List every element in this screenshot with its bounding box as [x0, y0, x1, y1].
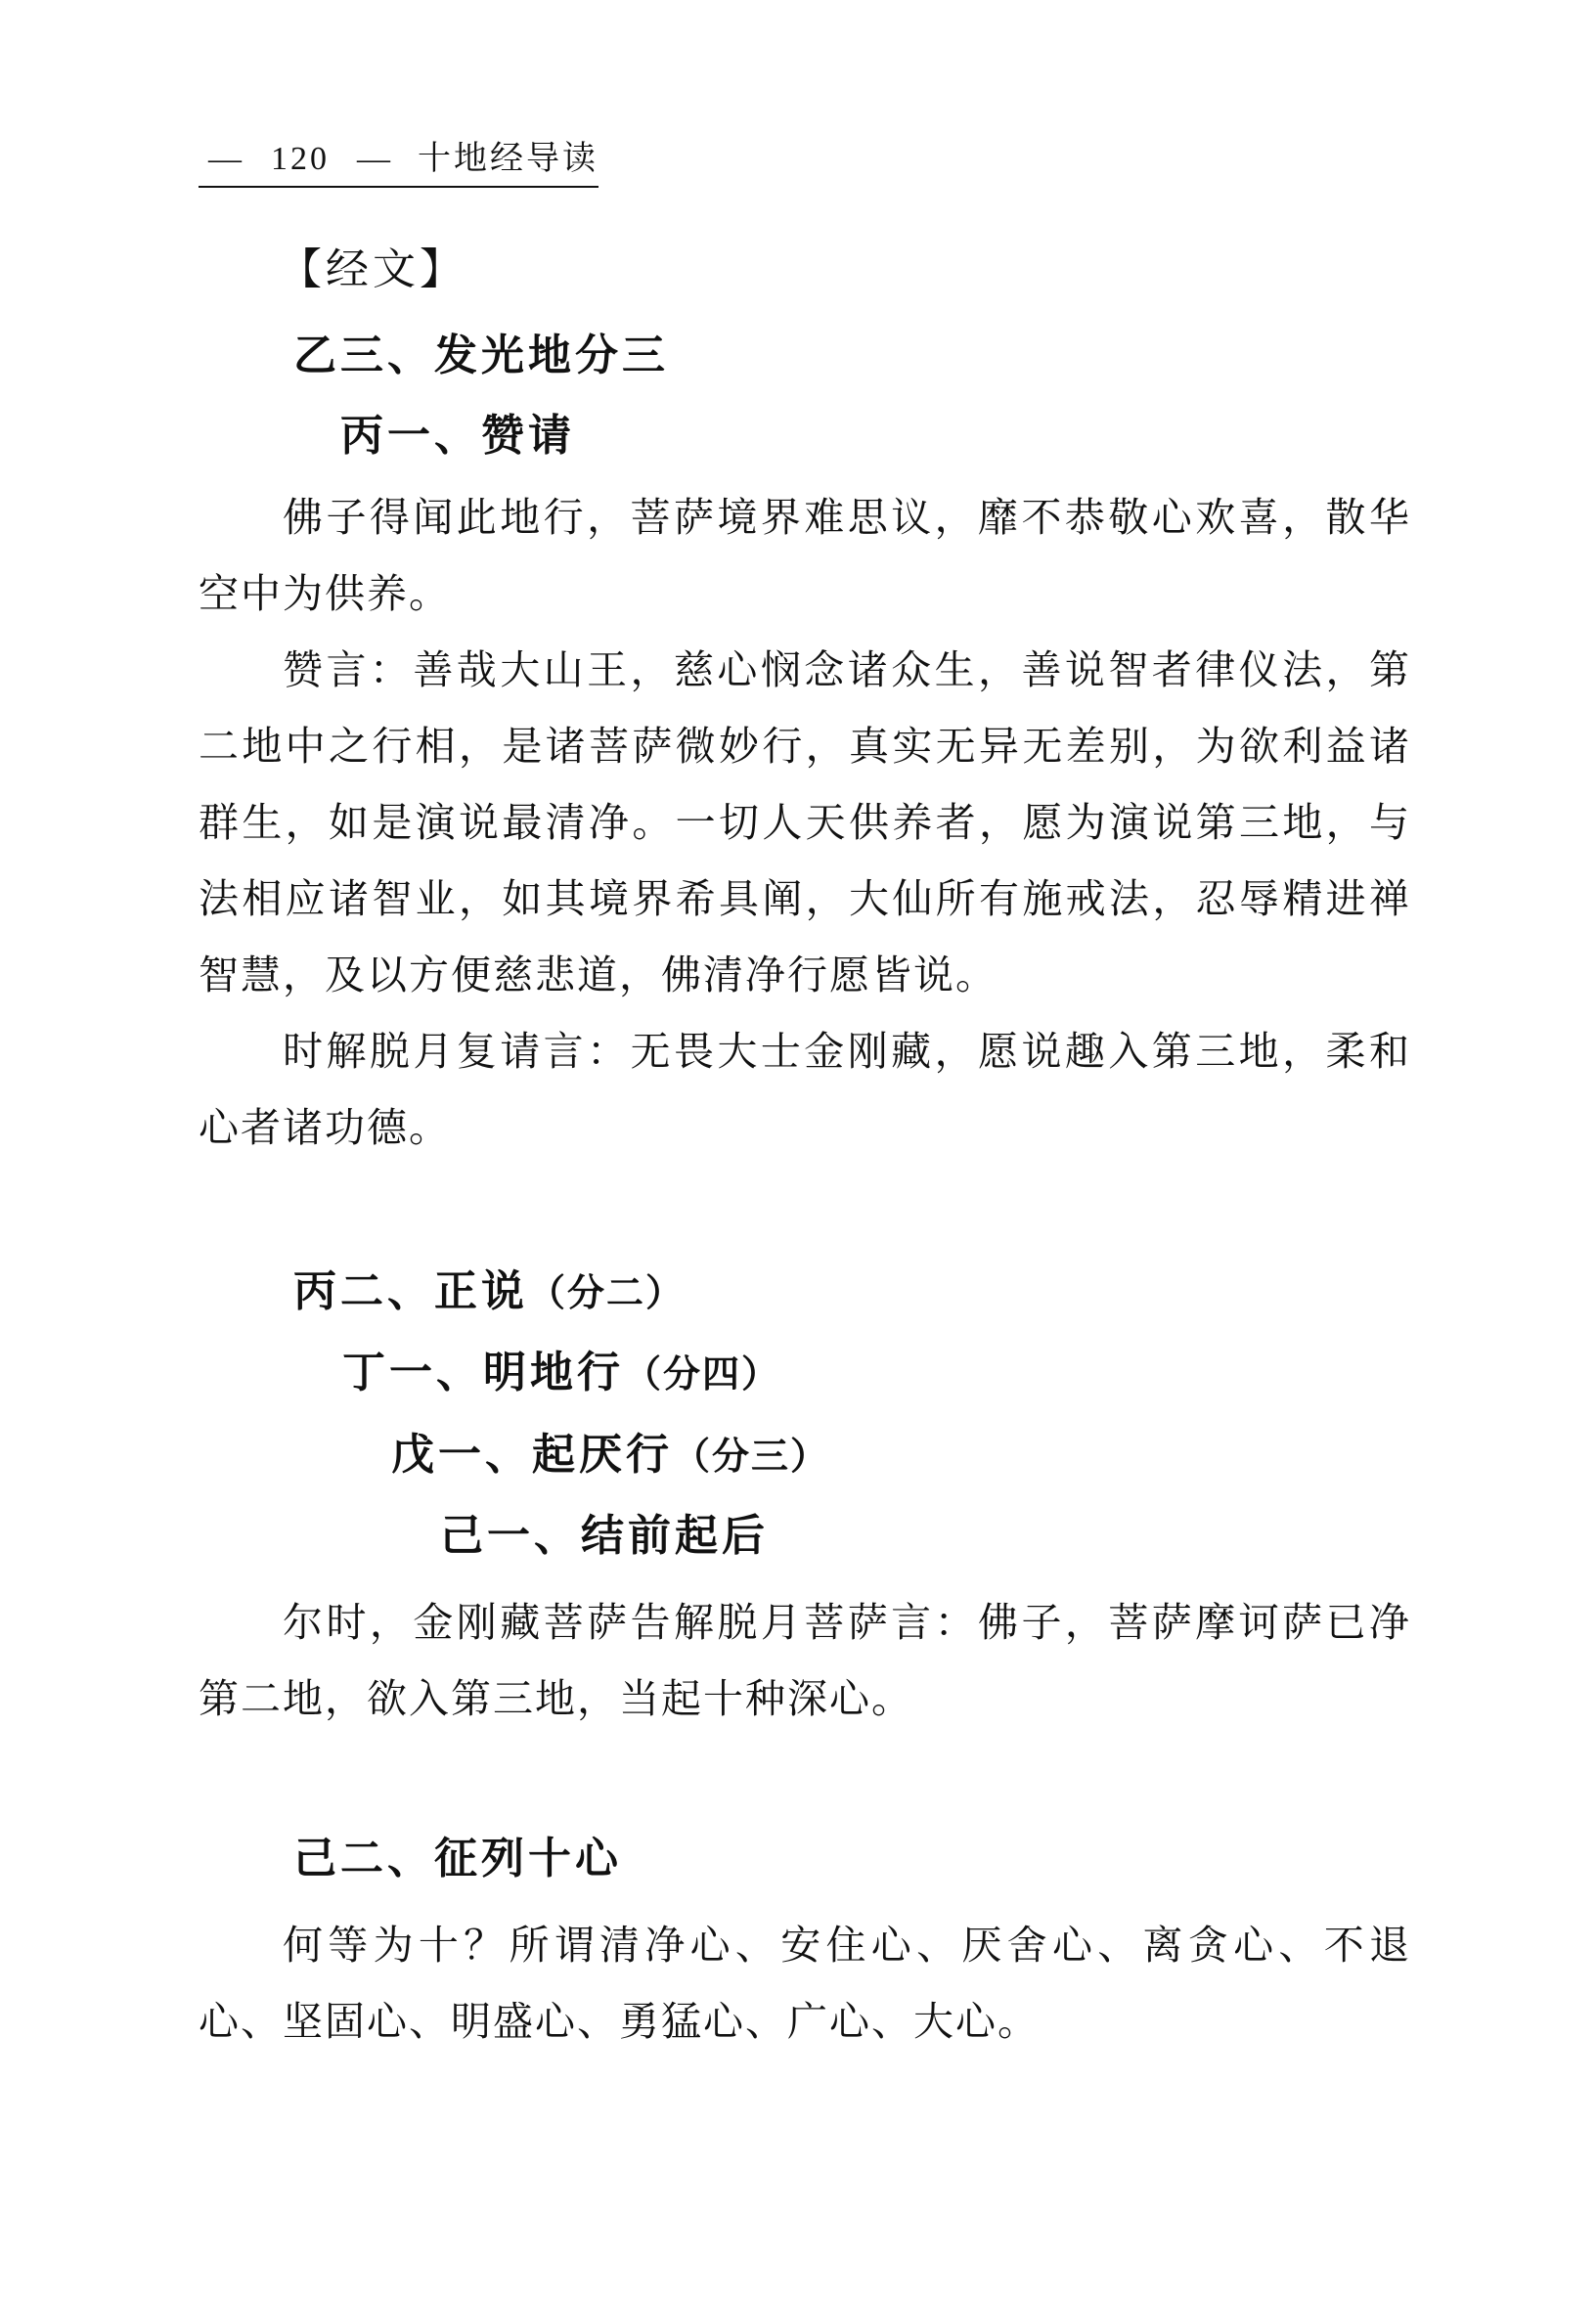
running-header	[199, 135, 598, 188]
paragraph-3: 时解脱月复请言：无畏大士金刚藏，愿说趣入第三地，柔和心者诸功德。	[199, 1028, 1411, 1151]
heading-ding1-paren: （分四）	[624, 1351, 781, 1395]
heading-wu1-paren: （分三）	[673, 1434, 830, 1478]
page-number: 120	[271, 141, 330, 177]
heading-bing2-paren: （分二）	[528, 1270, 686, 1314]
heading-bing2-main: 丙二、正说	[293, 1266, 528, 1316]
paragraph-4: 尔时，金刚藏菩萨告解脱月菩萨言：佛子，菩萨摩诃萨已净第二地，欲入第三地，当起十种深心。	[199, 1599, 1411, 1722]
heading-wu1	[391, 1425, 829, 1486]
heading-ding1-main: 丁一、明地行	[342, 1348, 624, 1397]
heading-yi3: 乙三、发光地分三	[293, 331, 669, 380]
heading-ji2: 己二、征列十心	[293, 1834, 622, 1883]
paragraph-5: 何等为十？所谓清净心、安住心、厌舍心、离贪心、不退心、坚固心、明盛心、勇猛心、广心、大心。	[199, 1922, 1411, 2045]
heading-wu1-main: 戊一、起厌行	[391, 1430, 673, 1480]
book-title: 十地经导读	[418, 141, 598, 177]
section-label: 【经文】	[279, 244, 466, 294]
heading-bing2	[293, 1262, 685, 1323]
paragraph-2: 赞言：善哉大山王，慈心悯念诸众生，善说智者律仪法，第二地中之行相，是诸菩萨微妙行，真实无异无差别，为欲利益诸群生，如是演说最清净。一切人天供养者，愿为演说第三地，与法相应诸智业，如其境界希具阐，大仙所有施戒法，忍辱精进禅智慧，及以方便慈悲道，佛清净行愿皆说。	[199, 646, 1411, 998]
heading-ji1: 己一、结前起后	[440, 1511, 769, 1561]
paragraph-1: 佛子得闻此地行，菩萨境界难思议，靡不恭敬心欢喜，散华空中为供养。	[199, 494, 1411, 617]
heading-bing1: 丙一、赞请	[340, 411, 575, 461]
header-dash-right: —	[357, 141, 392, 177]
header-dash-left: —	[208, 141, 244, 177]
heading-ding1	[342, 1343, 780, 1404]
